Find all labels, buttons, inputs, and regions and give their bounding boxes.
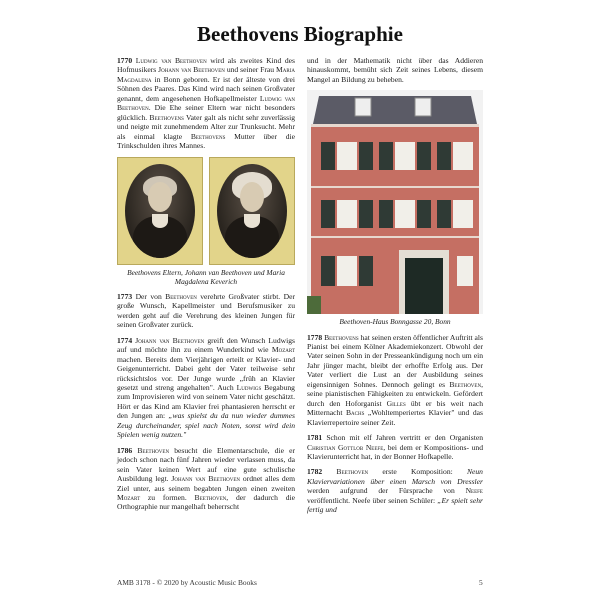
name-text: Beethoven	[165, 291, 197, 301]
portrait-mother-image	[217, 164, 287, 258]
page-number: 5	[479, 578, 483, 587]
paragraph-1782	[307, 467, 483, 514]
beethoven-house-image	[307, 90, 483, 314]
body-text: und seiner Frau	[224, 65, 276, 75]
body-text: , seine pianistischen Fähigkeiten zu entwickeln. Gefördert durch den Hoforganist	[307, 379, 483, 408]
name-text: Johann van Beethoven	[135, 335, 205, 345]
paragraph-1770	[117, 56, 295, 151]
house-roof	[313, 96, 477, 124]
name-text: Beethoven	[137, 445, 170, 455]
house-caption: Beethoven-Haus Bonngasse 20, Bonn	[339, 317, 451, 327]
year-label: 1778	[307, 332, 323, 342]
name-text: Beethovens	[324, 332, 359, 342]
body-text: ordnet alles dem Ziel unter, aus seinem begabten Jungen einen zweiten	[117, 474, 295, 493]
year-label: 1770	[117, 56, 133, 65]
house-photo	[307, 90, 483, 314]
name-text: Beethoven	[449, 379, 482, 389]
name-text: Beethoven	[194, 493, 227, 502]
portraits-row	[117, 157, 295, 265]
name-text: Mozart	[271, 345, 295, 355]
body-text: erste Komposition:	[368, 467, 467, 477]
right-column	[307, 56, 483, 521]
body-text: „Er spielt sehr fertig und	[307, 495, 483, 515]
body-text	[322, 467, 336, 476]
paragraph-continued: und in der Mathematik nicht über das Addieren hinauskommt, bemüht sich Zeit seines Lebens, diesem Mangel an Bildung zu beheben.	[307, 56, 483, 84]
body-text: hat seinen ersten öffentlicher Auftritt als Pianist bei einem Kölner Akademiekonzert. Obwohl der Vater seinen Sohn in der Presseankündigung noch um ein Jahr jünger macht, bleibt der erhoffte Erfolg aus. Der Vater verliert die Lust an der Ausbildung seines eigensinnigen Sohnes. Dennoch gelingt es	[307, 332, 483, 389]
body-text: Vater galt als nicht sehr zuverlässig und neigte mit zunehmendem Alter zur Trunksucht. Mehr als einmal klagte	[117, 112, 295, 141]
body-text: verehrte Großvater stirbt. Der große Wunsch, Kapellmeister und Berufsmusiker zu werden geht auf die Verehrung des kleinen Jungen für seinen Großvater zurück.	[117, 291, 295, 330]
body-text: , bei dem er Kompositions- und Klavierunterricht hat, in der Bonner Hofkapelle.	[307, 442, 483, 461]
paragraph-1778	[307, 333, 483, 428]
name-text: Beethovens	[149, 112, 184, 122]
body-text: werden aufgrund der Fürsprache von	[307, 486, 466, 496]
year-label: 1773	[117, 291, 133, 301]
portrait-father-image	[125, 164, 195, 258]
body-text: zu formen.	[140, 493, 195, 502]
paragraph-1773	[117, 292, 295, 330]
body-text: . Die Ehe seiner Eltern war nicht besonders glücklich.	[117, 103, 295, 122]
body-text: „Wohltemperiertes Klavier" und das Klavierrepertoire seiner Zeit.	[307, 408, 483, 427]
body-text: Neun Klaviervariationen über einen Marsch von Dressler	[307, 467, 483, 486]
name-text: Beethoven	[336, 467, 369, 477]
name-text: Bachs	[345, 408, 365, 418]
body-text: übt er bis weit nach Mitternacht	[307, 398, 483, 418]
page-title: Beethovens Biographie	[197, 22, 403, 46]
body-text: „was spielst du da nun wieder dummes Zeug durcheinander, spiel nach Noten, sonst wird dein Spielen wenig nutzen."	[117, 411, 295, 440]
portrait-mother-frame	[209, 157, 295, 265]
name-text: Maria Magdalena	[117, 65, 295, 84]
paragraph-1774	[117, 336, 295, 440]
year-label: 1781	[307, 433, 323, 443]
body-text: veröffentlicht. Neefe über seinen Schüler:	[307, 495, 438, 505]
body-text: Mutter über die Trinkschulden ihres Mannes.	[117, 131, 295, 151]
name-text: Beethovens	[190, 131, 226, 141]
body-text: Begabung zum Improvisieren wird von seinem Vater nicht geschätzt. Hört er das Kind am Klavier frei phantasieren herrscht er den Jungen an:	[117, 383, 295, 421]
name-text: Mozart	[117, 493, 141, 502]
year-label: 1786	[117, 445, 133, 455]
body-text: wird als zweites Kind des Hofmusikers	[117, 56, 295, 75]
body-text: machen. Bereits dem Vierjährigen erteilt er Klavier- und Geigenunterricht. Dabei geht der Vater teilweise sehr rücksichtslos vor. Der Junge wurde „früh an Klavier gesetzt und streng angehalten". Auch	[117, 354, 295, 393]
footer-copyright: AMB 3178 - © 2020 by Acoustic Music Books	[117, 578, 257, 587]
body-text: besucht die Elementarschule, die er jedoch schon nach fünf Jahren wieder verlassen muss, da sein Vater keinen Wert auf eine gute schulische Ausbildung legt.	[117, 445, 295, 484]
name-text: Johann van Beethoven	[171, 474, 241, 484]
paragraph-1786	[117, 446, 295, 512]
paragraph-1781	[307, 433, 483, 461]
name-text: Christian Gottlob Neefe	[307, 442, 384, 452]
house-door	[405, 258, 443, 314]
name-text: Ludwigs	[236, 383, 262, 393]
left-column	[117, 56, 295, 518]
body-text: in Bonn geboren. Er ist der älteste von drei Söhnen des Paares. Das Kind wird nach seinen Großvater genannt, dem angesehenen Hofkapellmeister	[117, 74, 295, 103]
body-text: Der von	[132, 291, 166, 301]
body-text: greift den Wunsch Ludwigs auf und möchte ihn zu einem Wunderkind wie	[117, 335, 295, 355]
name-text: Johann van Beethoven	[158, 65, 225, 75]
name-text: Neefe	[465, 486, 483, 496]
name-text: Gilles	[386, 398, 406, 408]
portrait-father-frame	[117, 157, 203, 265]
year-label: 1774	[117, 335, 133, 345]
body-text: Schon mit elf Jahren vertritt er den Organisten	[322, 433, 483, 443]
name-text: Ludwig van Beethoven	[135, 56, 207, 65]
year-label: 1782	[307, 467, 323, 477]
body-text: , der dadurch die Orthographie nur mangelhaft beherrscht	[117, 493, 295, 512]
name-text: Ludwig van Beethoven	[117, 93, 295, 113]
portraits-caption: Beethovens Eltern, Johann van Beethoven und Maria Magdalena Keverich	[127, 267, 285, 286]
